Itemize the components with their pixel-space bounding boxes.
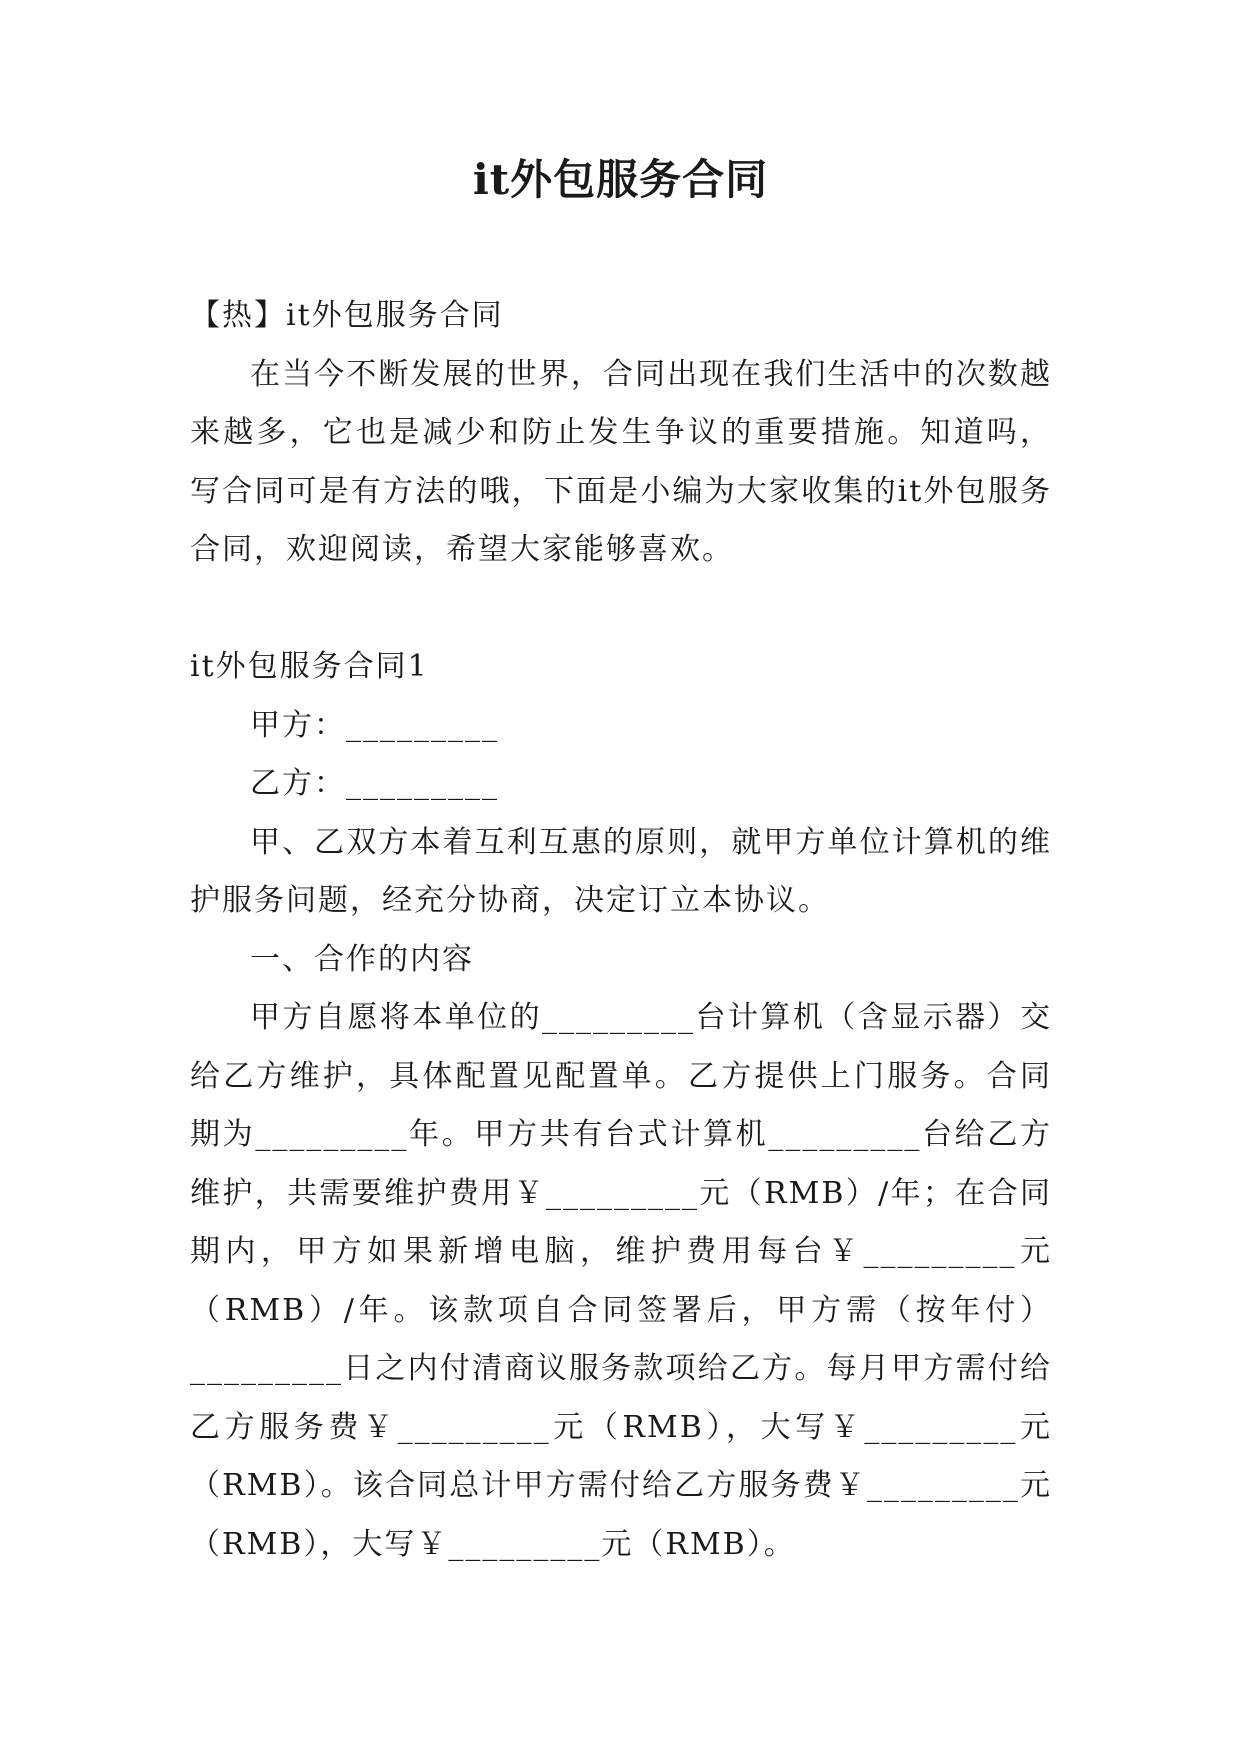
party-b-line: 乙方：_________ — [250, 766, 499, 801]
document-body — [190, 287, 1052, 1574]
paragraph-gap — [190, 580, 1052, 639]
document-subtitle: 【热】it外包服务合同 — [190, 298, 504, 333]
intro-paragraph: 在当今不断发展的世界，合同出现在我们生活中的次数越来越多，它也是减少和防止发生争议的重要措施。知道吗，写合同可是有方法的哦，下面是小编为大家收集的it外包服务合同，欢迎阅读，希望大家能够喜欢。 — [190, 356, 1052, 567]
document-title: it外包服务合同 — [472, 155, 769, 204]
preamble-paragraph: 甲、乙双方本着互利互惠的原则，就甲方单位计算机的维护服务问题，经充分协商，决定订立本协议。 — [190, 824, 1052, 918]
party-a-line: 甲方：_________ — [250, 707, 499, 743]
clause-1-heading: 一、合作的内容 — [250, 941, 474, 977]
section-title: it外包服务合同1 — [190, 649, 429, 684]
clause-1-body: 甲方自愿将本单位的_________台计算机（含显示器）交给乙方维护，具体配置见配置单。乙方提供上门服务。合同期为_________年。甲方共有台式计算机_________台给乙方维护，共需要维护费用￥_________元（RMB）/年；在合同期内，甲方如果新增电脑，维护费用每台￥_________元（RMB）/年。该款项自合同签署后，甲方需（按年付）_________日之内付清商议服务款项给乙方。每月甲方需付给乙方服务费￥_________元（RMB），大写￥_________元（RMB）。该合同总计甲方需付给乙方服务费￥_________元（RMB），大写￥_________元（RMB）。 — [190, 1000, 1052, 1562]
